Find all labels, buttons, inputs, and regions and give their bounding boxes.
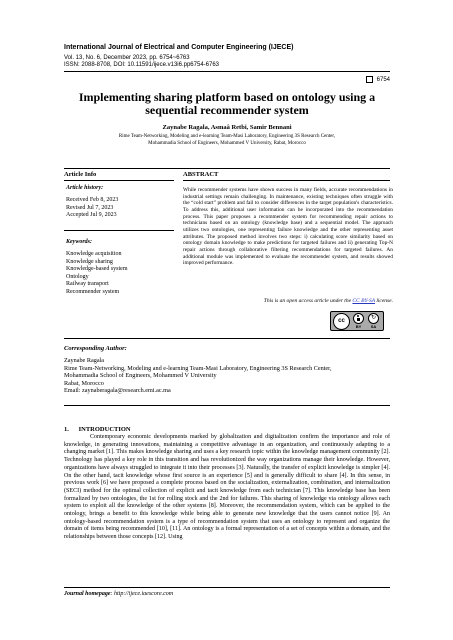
author-school: Mohammadia School of Engineers, Mohammed V University xyxy=(64,372,217,380)
footer-rule xyxy=(64,587,390,588)
abstract-rule xyxy=(183,180,390,181)
corresponding-title: Corresponding Author: xyxy=(64,345,127,352)
history-dates xyxy=(66,197,118,220)
affiliation xyxy=(64,133,390,147)
history-title: Article history: xyxy=(66,185,104,191)
introduction-text xyxy=(64,434,390,542)
abstract-text: While recommender systems have shown success in many fields, accurate recommendations in industrial settings remain challenging. In maintenance, existing techniques often struggle with the “cold start” problem and fail to consider differences in the target population's characteristics. To address this, additional user information can be incorporated into the recommendation process. This paper proposes a recommender system for recommending repair actions to technicians based on an ontology (knowledge base) and a sequential model. The approach utilizes two ontologies, one representing failure knowledge and the other representing asset attributes. The proposed method involves two steps: i) calculating score similarity based on ontology domain knowledge to make predictions for targeted failures and ii) generating Top-N repair actions through collaborative filtering recommendations for targeted failures. An additional module was implemented to evaluate the recommender system, and results showed improved performance. xyxy=(183,187,393,267)
paper-title xyxy=(64,91,390,117)
license-prefix: This is an open access article under the xyxy=(263,298,353,304)
attribution-person-icon xyxy=(353,313,364,324)
accepted-date: Accepted Jul 9, 2023 xyxy=(66,212,117,219)
cc-license-badge[interactable] xyxy=(330,311,384,331)
keyword: Knowledge acquisition xyxy=(66,251,122,257)
page-number-block xyxy=(366,76,390,83)
author-city: Rabat, Morocco xyxy=(64,379,104,387)
sa-label: SA xyxy=(370,324,377,329)
title-line-1: Implementing sharing platform based on ontology using a xyxy=(78,90,376,104)
author-email[interactable]: Email: zaynaberagala@research.emi.ac.ma xyxy=(64,387,171,395)
revised-date: Revised Jul 7, 2023 xyxy=(66,204,114,211)
info-divider xyxy=(64,230,174,231)
authors: Zaynabe Ragala, Asmaâ Retbi, Samir Bennani xyxy=(162,124,292,131)
info-rule xyxy=(64,180,174,181)
journal-name: International Journal of Electrical and Computer Engineering (IJECE) xyxy=(64,44,294,51)
keyword: Knowledge-based system xyxy=(66,266,128,273)
license-link[interactable]: CC BY-SA xyxy=(352,298,375,304)
sa-block xyxy=(368,313,379,329)
issn-doi: ISSN: 2088-8708, DOI: 10.11591/ijece.v13i6.pp6754-6763 xyxy=(64,62,219,68)
introduction-heading: 1. INTRODUCTION xyxy=(64,426,131,433)
keyword: Ontology xyxy=(66,273,89,280)
homepage-url[interactable]: : http://ijece.iaescore.com xyxy=(110,591,174,597)
author-name: Zaynabe Ragala xyxy=(64,357,105,364)
keyword: Recommender system xyxy=(66,288,120,295)
article-info-heading: Article Info xyxy=(64,171,97,178)
homepage-label: Journal homepage xyxy=(64,591,111,597)
abstract-heading: ABSTRACT xyxy=(183,171,219,178)
by-label: BY xyxy=(355,324,362,329)
cc-logo-icon: cc xyxy=(333,313,350,330)
volume-info: Vol. 13, No. 6, December 2023, pp. 6754~6763 xyxy=(64,55,190,61)
author-affiliation: Rime Team-Networking, Modeling and e-learning Team-Masi Laboratory, Engineering 3S Research Center, xyxy=(64,364,332,372)
keyword: Knowledge sharing xyxy=(66,258,113,265)
keywords-title: Keywords: xyxy=(66,239,92,245)
keyword: Railway transport xyxy=(66,281,109,288)
section-rule-top xyxy=(64,168,390,169)
journal-homepage[interactable] xyxy=(64,591,173,597)
introduction-body: Contemporary economic developments marked by globalization and digitalization confirm the importance and role of knowledge, in generating innovations, maintaining a competitive advantage in an organization, and continuously adapting to a changing market [1]. This makes knowledge sharing and uses a key research topic within the knowledge management community [2]. Technology has played a key role in this transition and has revolutionized the way organizations manage their knowledge. However, organizations have always struggled to integrate it into their processes [3]. Naturally, the transfer of explicit knowledge is simpler [4]. On the other hand, tacit knowledge whose first source is an experience [5] and is generally difficult to share [4]. In this sense, in previous work [6] we have proposed a complete process based on the socialization, externalization, combination, and internalization (SECI) method for the optimal collection of explicit and tacit knowledge from each technician [7]. This knowledge base has been formalized by two ontologies, the 1st for rolling stock and the 2nd for failures. This sharing of knowledge via ontology allows each system to exploit all the knowledge of the other systems [8]. Moreover, the recommendation system, which can be applied to the ontology, brings a benefit to this knowledge while being able to generate new knowledge that the users cannot notice [9]. An ontology-based recommendation system is a type of recommendation system that uses an ontology to represent and organize the domain of items being recommended [10], [11]. An ontology is a formal representation of a set of concepts within a domain, and the relationships between those concepts [12]. Using xyxy=(64,434,390,541)
affiliation-line-2: Mohammadia School of Engineers, Mohammed V University, Rabat, Morocco xyxy=(148,141,306,146)
license-line xyxy=(183,298,393,304)
received-date: Received Feb 8, 2023 xyxy=(66,197,119,203)
affiliation-line-1: Rime Team-Networking, Modeling and e-learning Team-Masi Laboratory, Engineering 3S Research Center, xyxy=(118,134,336,139)
by-block xyxy=(353,313,364,329)
corresponding-rule-bottom xyxy=(64,405,390,406)
corresponding-rule-top xyxy=(64,338,390,339)
title-line-2: sequential recommender system xyxy=(145,103,309,117)
header-rule xyxy=(64,71,390,72)
page-number: 6754 xyxy=(376,76,390,83)
corresponding-info xyxy=(64,357,394,395)
checkbox-square-icon xyxy=(366,76,373,83)
license-suffix: license. xyxy=(374,298,393,304)
keywords-list xyxy=(66,251,128,297)
share-alike-icon: ↻ xyxy=(368,313,379,324)
